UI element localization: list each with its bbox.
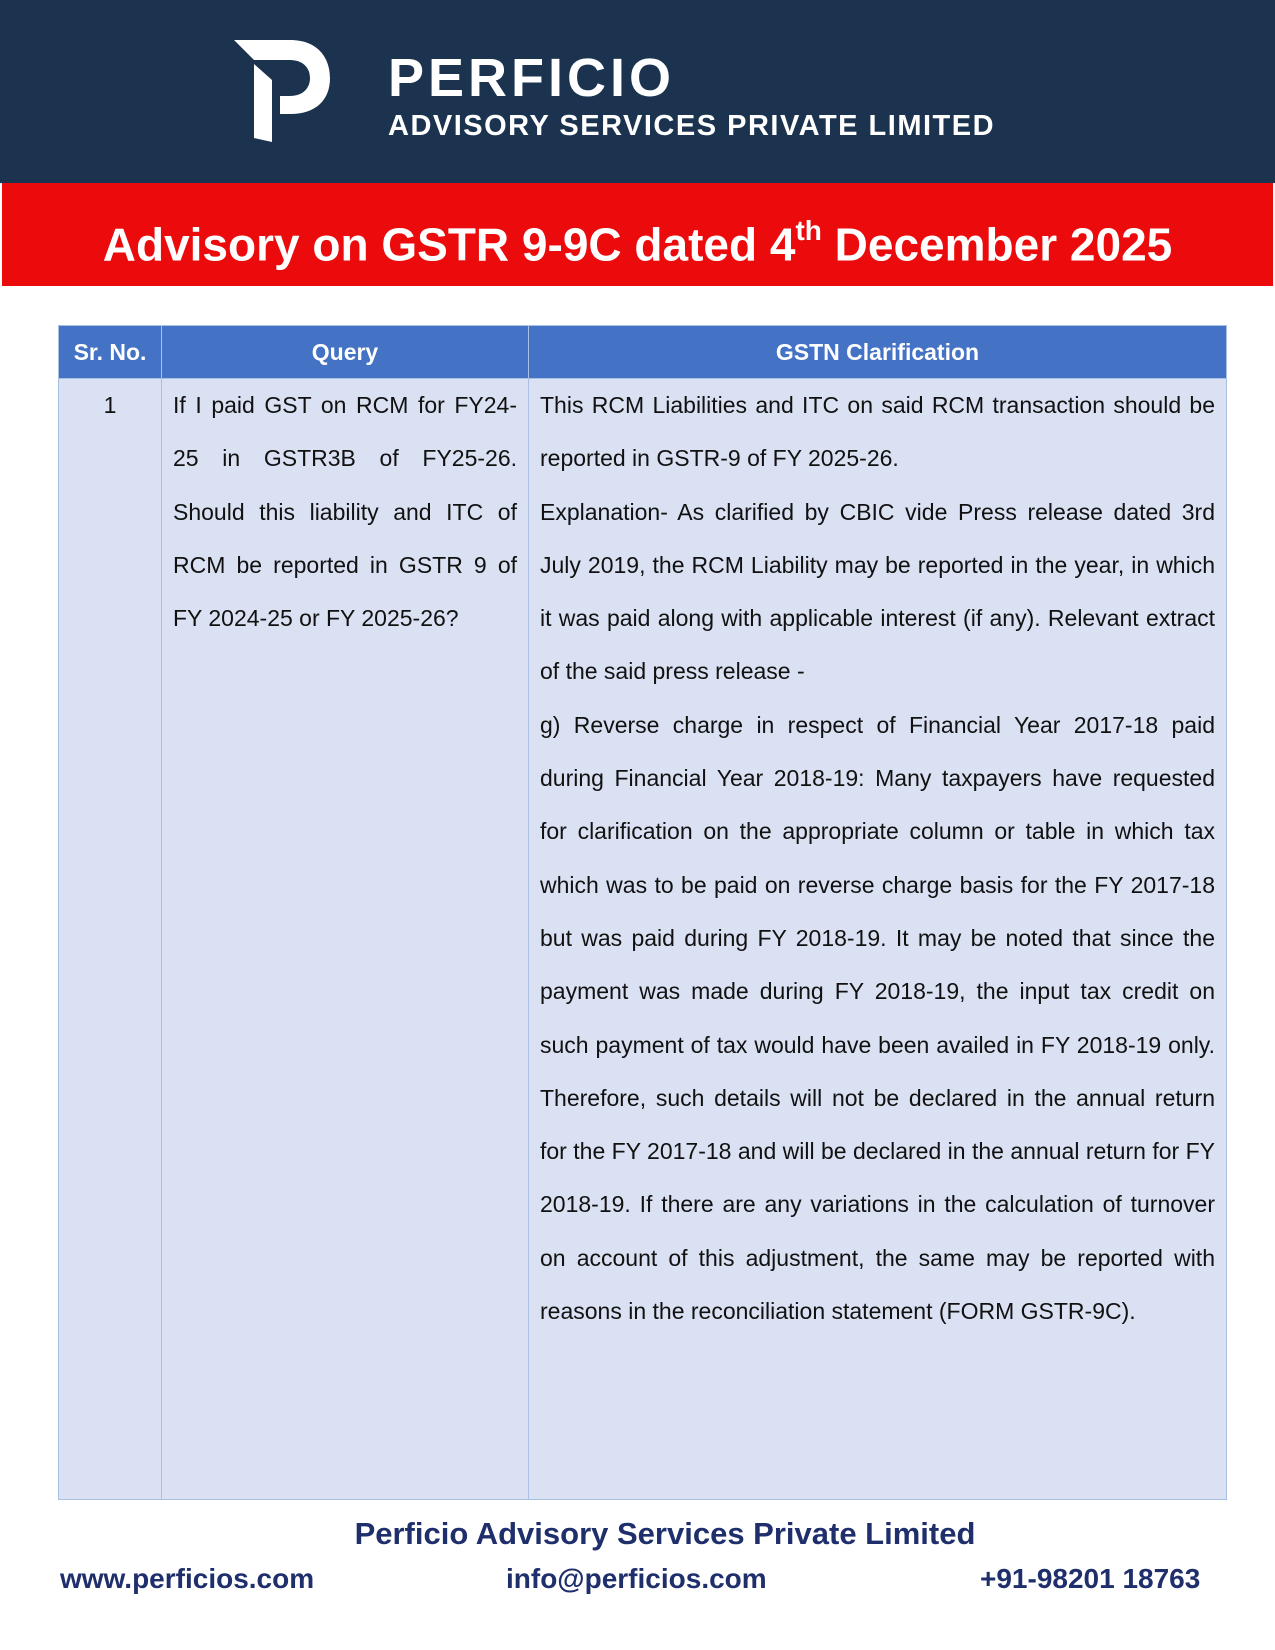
title-text: Advisory on GSTR 9-9C dated 4 — [102, 218, 796, 271]
company-header — [0, 0, 1275, 183]
perficio-p-logo-icon — [232, 40, 332, 144]
column-header-clarification: GSTN Clarification — [529, 326, 1227, 379]
footer-company-name: Perficio Advisory Services Private Limited — [354, 1516, 976, 1551]
advisory-table — [58, 325, 1227, 1500]
table-row — [59, 379, 1227, 1500]
row-query: If I paid GST on RCM for FY24-25 in GSTR3B of FY25-26. Should this liability and ITC of RCM be reported in GSTR 9 of FY 2024-25 or FY 2025-26? — [162, 379, 529, 1500]
row-srno: 1 — [59, 379, 162, 1500]
brand-name: PERFICIO — [388, 48, 676, 108]
footer-phone-number[interactable]: +91-98201 18763 — [980, 1563, 1201, 1594]
column-header-query: Query — [162, 326, 529, 379]
column-header-srno: Sr. No. — [59, 326, 162, 379]
brand-subtitle: ADVISORY SERVICES PRIVATE LIMITED — [388, 110, 996, 142]
clarification-paragraph: g) Reverse charge in respect of Financial Year 2017-18 paid during Financial Year 2018-19: Many taxpayers have requested for clarification on the appropriate column or table in which tax which was to be paid on reverse charge basis for the FY 2017-18 but was paid during FY 2018-19. It may be noted that since the payment was made during FY 2018-19, the input tax credit on such payment of tax would have been availed in FY 2018-19 only. Therefore, such details will not be declared in the annual return for the FY 2017-18 and will be declared in the annual return for FY 2018-19. If there are any variations in the calculation of turnover on account of this adjustment, the same may be reported with reasons in the reconciliation statement (FORM GSTR-9C). — [540, 711, 1215, 1325]
row-clarification — [529, 379, 1227, 1500]
title-ordinal-suffix: th — [795, 215, 822, 246]
footer-website-link[interactable]: www.perficios.com — [60, 1563, 315, 1594]
table-header-row — [59, 326, 1227, 379]
clarification-paragraph: This RCM Liabilities and ITC on said RCM transaction should be reported in GSTR-9 of FY 2025-26. — [540, 392, 1215, 472]
title-text-end: December 2025 — [821, 218, 1173, 271]
footer-email-link[interactable]: info@perficios.com — [506, 1563, 767, 1594]
advisory-title-banner — [2, 183, 1273, 286]
clarification-paragraph: Explanation- As clarified by CBIC vide Press release dated 3rd July 2019, the RCM Liability may be reported in the year, in which it was paid along with applicable interest (if any). Relevant extract of the said press release - — [540, 498, 1215, 685]
